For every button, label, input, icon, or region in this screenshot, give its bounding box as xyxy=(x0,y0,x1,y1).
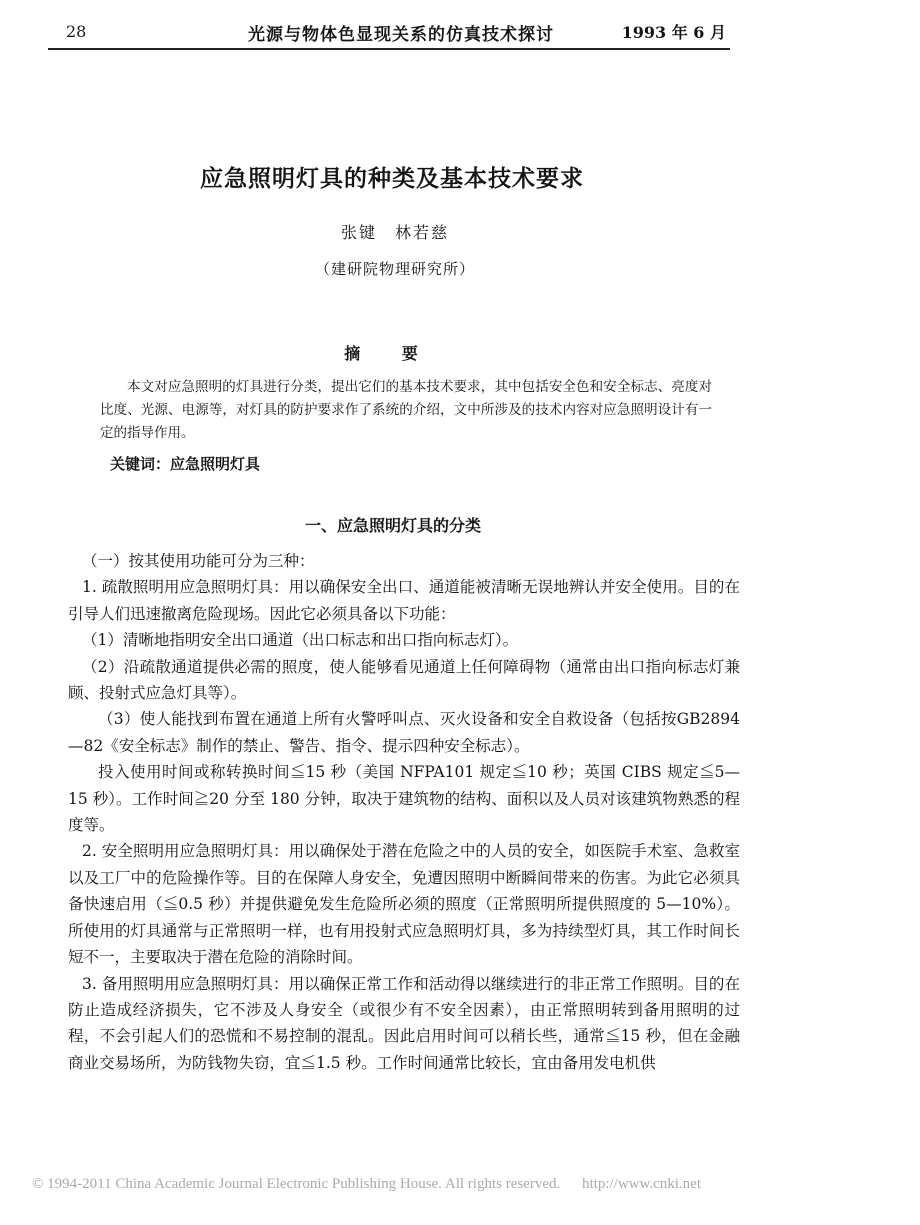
page-number: 28 xyxy=(66,22,87,41)
running-title: 光源与物体色显现关系的仿真技术探讨 xyxy=(248,25,554,45)
body-text xyxy=(68,548,740,1076)
article-title: 应急照明灯具的种类及基本技术要求 xyxy=(200,166,584,192)
keywords: 关键词：应急照明灯具 xyxy=(110,455,261,473)
section-heading: 一、应急照明灯具的分类 xyxy=(304,516,481,535)
paragraph: （1）清晰地指明安全出口通道（出口标志和出口指向标志灯）。 xyxy=(82,631,519,650)
paragraph: 3. 备用照明用应急照明灯具：用以确保正常工作和活动得以继续进行的非正常工作照明。目的在防止造成经济损失，它不涉及人身安全（或很少有不安全因素），由正常照明转到备用照明的过程，不会引起人们的恐慌和不易控制的混乱。因此启用时间可以稍长些，通常≦15 秒，但在金融商业交易场所，为防钱物失窃，宜≦1.5 秒。工作时间通常比较长，宜由备用发电机供 xyxy=(68,974,740,1072)
issue-date: 1993 年 6 月 xyxy=(621,23,726,42)
author-affiliation: （建研院物理研究所） xyxy=(314,260,475,278)
author-names: 张键 林若慈 xyxy=(340,223,449,242)
copyright-footer xyxy=(32,1176,701,1193)
paragraph: 2. 安全照明用应急照明灯具：用以确保处于潜在危险之中的人员的安全，如医院手术室、急救室以及工厂中的危险操作等。目的在保障人身安全，免遭因照明中断瞬间带来的伤害。为此它必须具备快速启用（≦0.5 秒）并提供避免发生危险所必须的照度（正常照明所提供照度的 5—10%）。所使用的灯具通常与正常照明一样，也有用投射式应急照明灯具，多为持续型灯具，其工作时间长短不一，主要取决于潜在危险的消除时间。 xyxy=(68,842,740,967)
abstract-heading: 摘 要 xyxy=(344,344,436,363)
paragraph: （3）使人能找到布置在通道上所有火警呼叫点、灭火设备和安全自救设备（包括按GB2894—82《安全标志》制作的禁止、警告、指令、提示四种安全标志）。 xyxy=(68,710,740,755)
paragraph: 1. 疏散照明用应急照明灯具：用以确保安全出口、通道能被清晰无误地辨认并安全使用。目的在引导人们迅速撤离危险现场。因此它必须具备以下功能： xyxy=(68,578,740,623)
abstract-text: 本文对应急照明的灯具进行分类，提出它们的基本技术要求，其中包括安全色和安全标志、亮度对比度、光源、电源等，对灯具的防护要求作了系统的介绍，文中所涉及的技术内容对应急照明设计有一定的指导作用。 xyxy=(100,379,712,441)
copyright-text: © 1994-2011 China Academic Journal Electronic Publishing House. All rights reserved. xyxy=(32,1176,561,1192)
paragraph: （一）按其使用功能可分为三种： xyxy=(82,552,315,570)
running-header xyxy=(48,14,730,50)
paragraph: （2）沿疏散通道提供必需的照度，使人能够看见通道上任何障碍物（通常由出口指向标志灯兼顾、投射式应急灯具等）。 xyxy=(68,657,740,703)
paragraph: 投入使用时间或称转换时间≦15 秒（美国 NFPA101 规定≦10 秒；英国 CIBS 规定≦5—15 秒）。工作时间≧20 分至 180 分钟，取决于建筑物的结构、面积以及人员对该建筑物熟悉的程度等。 xyxy=(68,763,740,835)
footer-link[interactable]: http://www.cnki.net xyxy=(582,1176,702,1192)
